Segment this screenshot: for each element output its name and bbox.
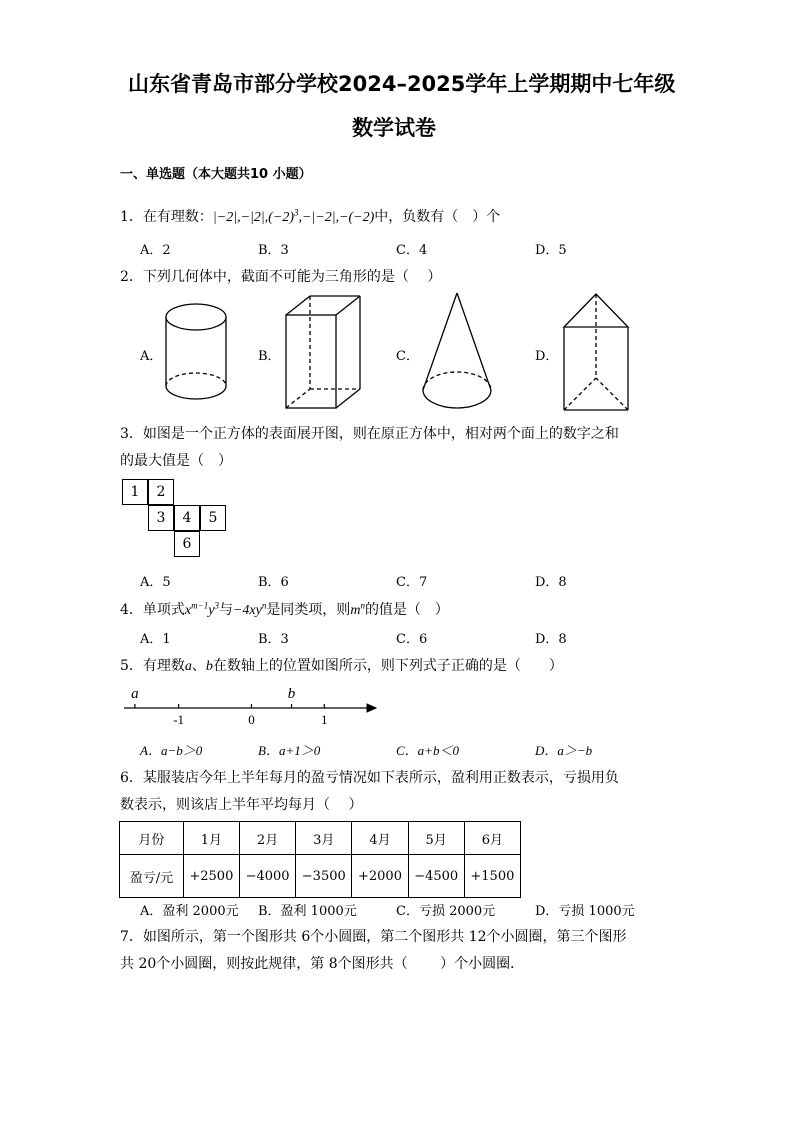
q5-option-d: D．a＞−b xyxy=(535,743,593,758)
q4-option-b: B．3 xyxy=(258,632,289,647)
profit-table xyxy=(119,821,521,898)
table-cell: −3500 xyxy=(296,855,352,898)
axis-tick-label: -1 xyxy=(173,712,185,727)
table-header-cell: 1月 xyxy=(183,822,239,855)
point-a-label: a xyxy=(131,686,139,702)
cone-figure xyxy=(423,293,491,408)
q6-option-c: C．亏损 2000元 xyxy=(396,904,496,919)
question-5: 5．有理数a、b在数轴上的位置如图所示，则下列式子正确的是（ ） xyxy=(120,658,563,674)
q3-option-a: A．5 xyxy=(140,575,171,590)
question-6-line1: 6．某服装店今年上半年每月的盈亏情况如下表所示，盈利用正数表示，亏损用负 xyxy=(120,770,619,786)
q1-prefix: 1．在有理数： xyxy=(120,209,213,225)
number-line xyxy=(118,682,388,728)
q1-option-b: B．3 xyxy=(258,243,289,258)
table-cell: +2000 xyxy=(352,855,408,898)
table-header-cell: 6月 xyxy=(464,822,520,855)
question-4: 4．单项式$x^{m-1}y^3$与$-4xy^n$是同类项，则$m^n$的值是（ ） xyxy=(120,600,449,618)
q3-option-b: B．6 xyxy=(258,575,289,590)
table-cell: +1500 xyxy=(464,855,520,898)
table-header-row xyxy=(120,822,521,855)
axis-tick-label: 1 xyxy=(321,712,328,727)
question-3-line2: 的最大值是（ ） xyxy=(120,453,232,469)
q6-option-d: D．亏损 1000元 xyxy=(535,904,635,919)
table-header-cell: 2月 xyxy=(239,822,295,855)
table-header-cell: 4月 xyxy=(352,822,408,855)
q1-option-d: D．5 xyxy=(535,243,567,258)
q3-option-c: C．7 xyxy=(396,575,428,590)
point-b-label: b xyxy=(287,686,296,702)
net-cell-4: 4 xyxy=(174,505,200,531)
exam-subtitle: 数学试卷 xyxy=(352,116,436,140)
q6-option-b: B．盈利 1000元 xyxy=(258,904,357,919)
net-cell-2: 2 xyxy=(148,479,174,505)
q5-option-c: C．a+b＜0 xyxy=(396,743,459,758)
net-cell-1: 1 xyxy=(122,479,148,505)
q2-option-d: D． xyxy=(535,349,559,364)
q5-option-a: A．a−b＞0 xyxy=(140,743,203,758)
table-row xyxy=(120,855,521,898)
q3-option-d: D．8 xyxy=(535,575,567,590)
q6-option-a: A．盈利 2000元 xyxy=(140,904,239,919)
table-header-cell: 月份 xyxy=(120,822,184,855)
q4-option-d: D．8 xyxy=(535,632,567,647)
q1-option-c: C．4 xyxy=(396,243,428,258)
q1-expression: $|-2|,-|2|,(-2)^3,-|-2|,-(-2)$ xyxy=(212,207,375,225)
q2-option-b: B． xyxy=(258,349,281,364)
exam-title: 山东省青岛市部分学校2024–2025学年上学期期中七年级 xyxy=(128,72,676,96)
q5-option-b: B．a+1＞0 xyxy=(258,743,321,758)
table-cell: −4000 xyxy=(239,855,295,898)
q1-option-a: A．2 xyxy=(140,243,171,258)
q4-option-a: A．1 xyxy=(140,632,171,647)
table-header-cell: 5月 xyxy=(408,822,464,855)
net-cell-3: 3 xyxy=(148,505,174,531)
net-cell-6: 6 xyxy=(174,531,200,557)
question-6-line2: 数表示，则该店上半年平均每月（ ） xyxy=(120,797,363,813)
table-header-cell: 3月 xyxy=(296,822,352,855)
table-cell: 盈亏/元 xyxy=(120,855,184,898)
question-3-line1: 3．如图是一个正方体的表面展开图，则在原正方体中，相对两个面上的数字之和 xyxy=(120,426,619,442)
table-cell: +2500 xyxy=(183,855,239,898)
q1-suffix: 中，负数有（ ）个 xyxy=(374,209,501,225)
cylinder-figure xyxy=(166,304,226,399)
axis-tick-label: 0 xyxy=(248,712,255,727)
question-7-line2: 共 20个小圆圈，则按此规律，第 8个图形共（ ）个小圆圈． xyxy=(120,956,525,972)
table-cell: −4500 xyxy=(408,855,464,898)
triangular-prism-figure xyxy=(564,294,628,410)
question-7-line1: 7．如图所示，第一个图形共 6个小圆圈，第二个图形共 12个小圆圈，第三个图形 xyxy=(120,929,627,945)
q2-option-c: C． xyxy=(396,349,419,364)
question-2: 2．下列几何体中，截面不可能为三角形的是（ ） xyxy=(120,269,442,285)
cuboid-figure xyxy=(286,296,360,408)
net-cell-5: 5 xyxy=(200,505,226,531)
section-header: 一、单选题（本大题共10 小题） xyxy=(120,167,312,182)
q4-option-c: C．6 xyxy=(396,632,428,647)
q2-option-a: A． xyxy=(140,349,163,364)
